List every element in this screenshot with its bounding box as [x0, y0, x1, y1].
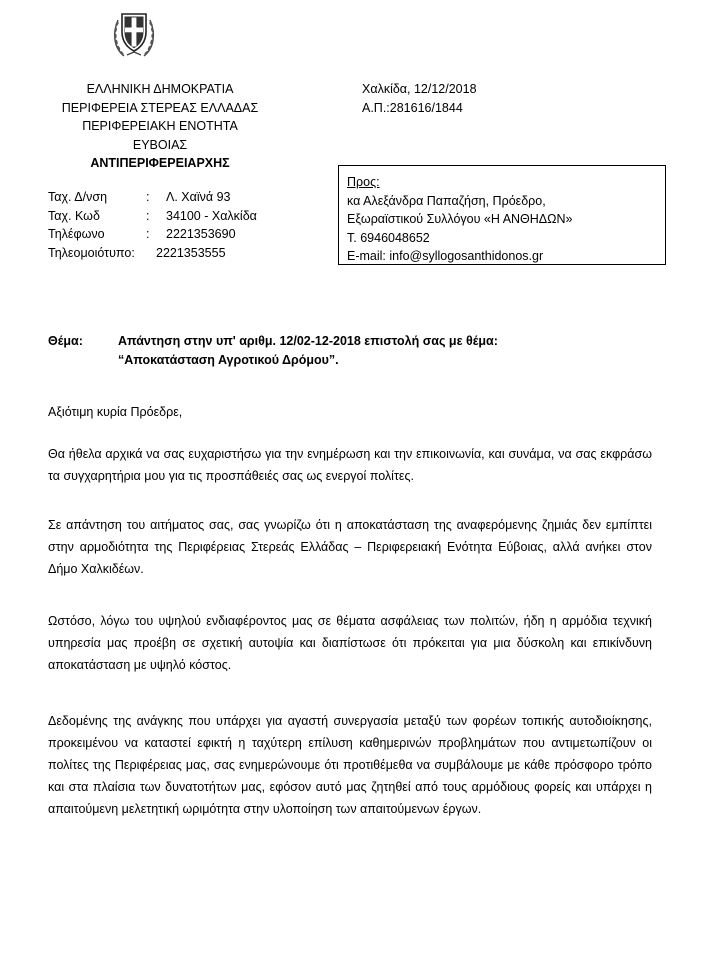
- issuer-block: [44, 80, 276, 173]
- body-paragraph: Θα ήθελα αρχικά να σας ευχαριστήσω για την ενημέρωση και την επικοινωνία, και συνάμα, να σας εκφράσω τα συγχαρητήρια μου για τις προσπάθειές σας ως ενεργοί πολίτες.: [48, 447, 652, 483]
- issuer-line: ΠΕΡΙΦΕΡΕΙΑΚΗ ΕΝΟΤΗΤΑ: [82, 119, 238, 133]
- contact-label: Ταχ. Δ/νση: [48, 190, 108, 204]
- contact-separator: :: [146, 208, 150, 223]
- contact-label: Τηλέφωνο: [48, 227, 105, 241]
- protocol-number: Α.Π.:281616/1844: [362, 100, 463, 115]
- contact-label: Τηλεομοιότυπο:: [48, 245, 135, 260]
- document-meta: [362, 80, 477, 117]
- contact-value: 2221353690: [166, 227, 236, 241]
- subject-title: “Αποκατάσταση Αγροτικού Δρόμου”.: [118, 352, 339, 367]
- contact-value: 2221353555: [156, 245, 226, 260]
- contact-separator: :: [146, 190, 150, 204]
- issuer-office: ΑΝΤΙΠΕΡΙΦΕΡΕΙΑΡΧΗΣ: [90, 156, 230, 170]
- greek-coat-of-arms-icon: [112, 8, 156, 60]
- contact-row: [48, 225, 257, 244]
- contact-separator: :: [146, 227, 150, 241]
- contact-row: [48, 244, 257, 263]
- date-line: Χαλκίδα, 12/12/2018: [362, 82, 477, 96]
- contact-details: [48, 188, 257, 262]
- body-paragraph: Δεδομένης της ανάγκης που υπάρχει για αγαστή συνεργασία μεταξύ των φορέων τοπικής αυτοδιοίκησης, προκειμένου να καταστεί εφικτή η ταχύτερη επίλυση καθημερινών προβλημάτων που αντιμετωπίζουν οι πολίτες της Περιφέρειας μας, σας ενημερώνουμε ότι προτιθέμεθα να συμβάλουμε με κάθε πρόσφορο τρόπο και στα πλαίσια των δυνατοτήτων μας, εφόσον αυτό μας ζητηθεί από τους αρμόδιους φορείς και υπάρχει η απαιτούμενη μελετητική ωριμότητα στην υλοποίηση των απαιτούμενων έργων.: [48, 714, 652, 816]
- subject-block: [48, 332, 498, 369]
- contact-row: [48, 207, 257, 226]
- salutation: Αξιότιμη κυρία Πρόεδρε,: [48, 405, 183, 419]
- recipient-box: [338, 165, 666, 265]
- issuer-line: ΕΥΒΟΙΑΣ: [132, 137, 188, 152]
- contact-value: Λ. Χαϊνά 93: [166, 190, 231, 204]
- recipient-line: Εξωραϊστικού Συλλόγου «Η ΑΝΘΗΔΩΝ»: [347, 212, 573, 226]
- recipient-line: Τ. 6946048652: [347, 230, 430, 245]
- contact-label: Ταχ. Κωδ: [48, 208, 100, 223]
- issuer-line: ΕΛΛΗΝΙΚΗ ΔΗΜΟΚΡΑΤΙΑ: [86, 82, 234, 96]
- recipient-line: κα Αλεξάνδρα Παπαζήση, Πρόεδρο,: [347, 193, 546, 208]
- contact-value: 34100 - Χαλκίδα: [166, 208, 257, 223]
- recipient-email: E-mail: info@syllogosanthidonos.gr: [347, 249, 544, 263]
- subject-line: Απάντηση στην υπ' αριθμ. 12/02-12-2018 επιστολή σας με θέμα:: [118, 334, 498, 348]
- issuer-line: ΠΕΡΙΦΕΡΕΙΑ ΣΤΕΡΕΑΣ ΕΛΛΑΔΑΣ: [61, 100, 259, 115]
- recipient-heading: Προς:: [347, 175, 380, 189]
- contact-row: [48, 188, 257, 207]
- body-paragraph: Σε απάντηση του αιτήματος σας, σας γνωρίζω ότι η αποκατάσταση της αναφερόμενης ζημιάς δεν εμπίπτει στην αρμοδιότητα της Περιφέρειας Στερεάς Ελλάδας – Περιφερειακή Ενότητα Εύβοιας, αλλά ανήκει στον Δήμο Χαλκιδέων.: [48, 518, 652, 576]
- subject-label: Θέμα:: [48, 334, 83, 348]
- body-paragraph: Ωστόσο, λόγω του υψηλού ενδιαφέροντος μας σε θέματα ασφάλειας των πολιτών, ήδη η αρμόδια τεχνική υπηρεσία μας προέβη σε σχετική αυτοψία και διαπίστωσε ότι πρόκειται για μια δύσκολη και επικίνδυνη αποκατάσταση με υψηλό κόστος.: [48, 614, 652, 672]
